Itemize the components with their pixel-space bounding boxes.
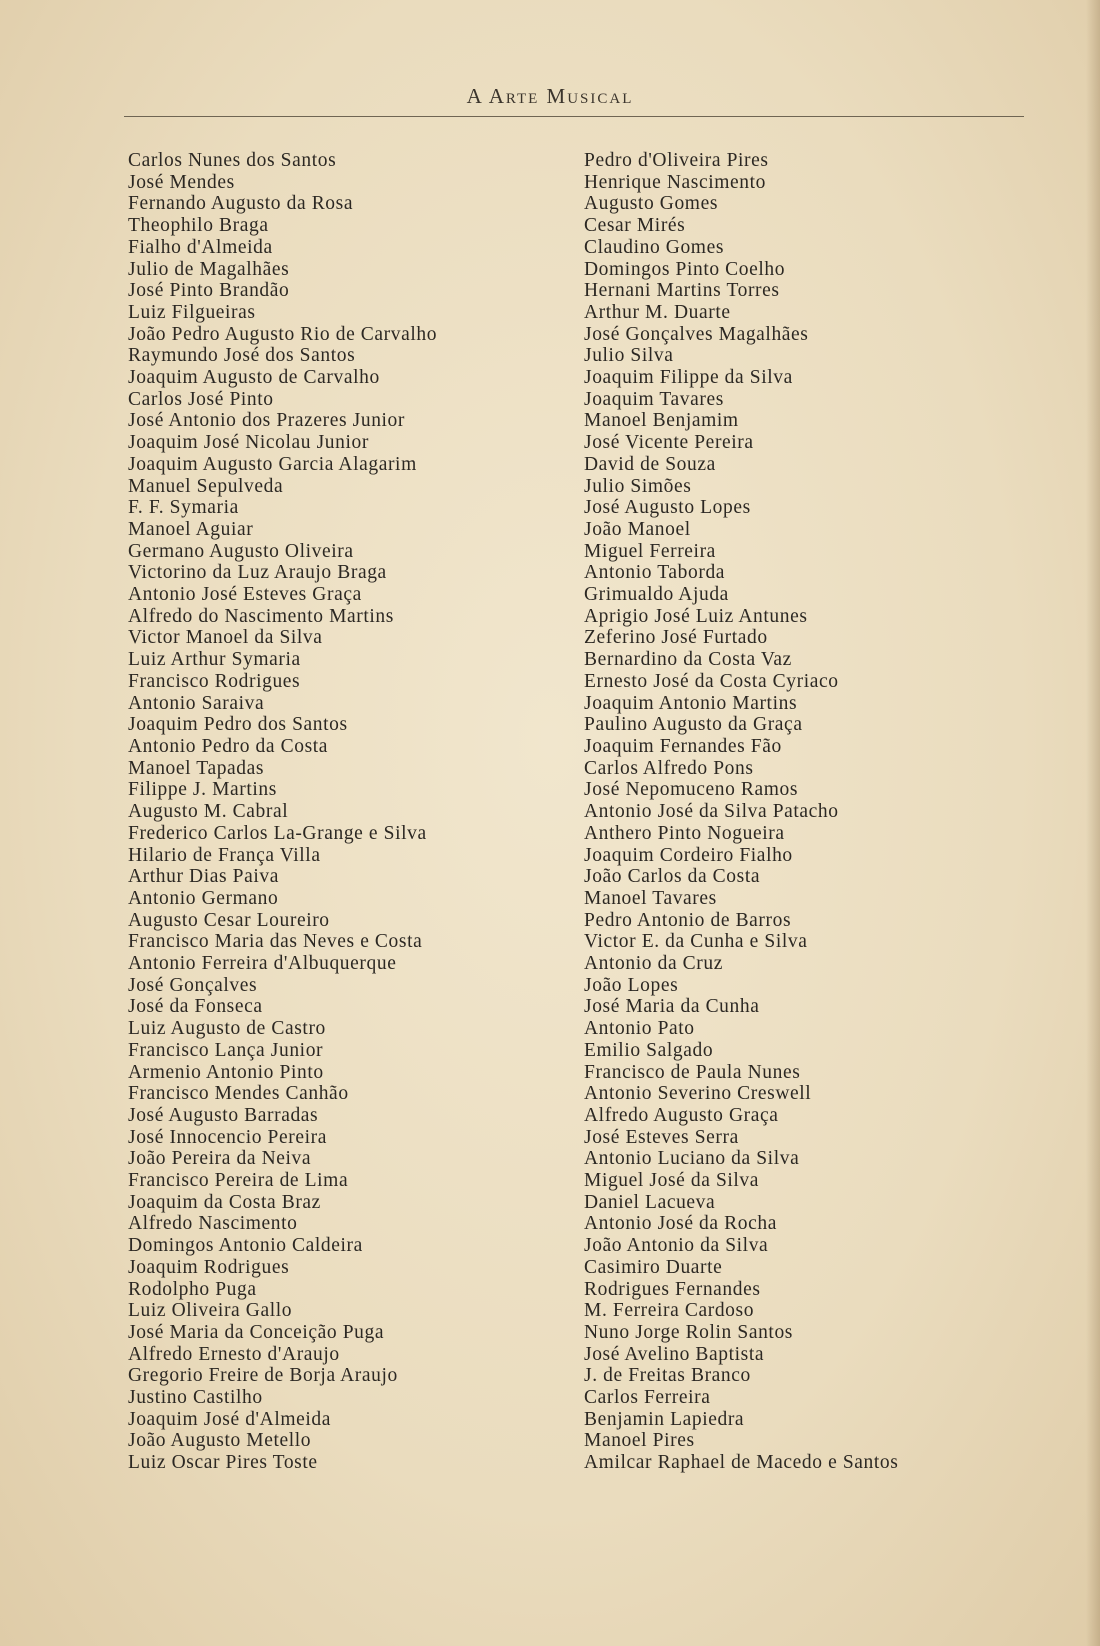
- name-entry: Domingos Pinto Coelho: [584, 258, 786, 280]
- name-entry: Pedro Antonio de Barros: [584, 909, 792, 931]
- name-entry: Carlos Nunes dos Santos: [128, 150, 337, 171]
- name-entry: Francisco Maria das Neves e Costa: [128, 931, 423, 953]
- name-entry: Antonio Severino Creswell: [584, 1083, 812, 1105]
- name-entry: Zeferino José Furtado: [584, 627, 768, 649]
- name-entry: J. de Freitas Branco: [584, 1365, 751, 1387]
- name-entry: Antonio Pedro da Costa: [128, 735, 329, 757]
- name-entry: Joaquim Augusto Garcia Alagarim: [128, 453, 417, 475]
- name-entry: Francisco Pereira de Lima: [128, 1170, 349, 1192]
- header-rule: [124, 116, 1024, 117]
- name-entry: Carlos Alfredo Pons: [584, 757, 754, 779]
- name-entry: Germano Augusto Oliveira: [128, 540, 354, 562]
- name-entry: Gregorio Freire de Borja Araujo: [128, 1365, 398, 1387]
- name-entry: João Pedro Augusto Rio de Carvalho: [128, 323, 438, 345]
- name-entry: Luiz Filgueiras: [128, 301, 256, 323]
- name-entry: Joaquim Filippe da Silva: [584, 367, 793, 389]
- name-entry: Joaquim Pedro dos Santos: [128, 714, 348, 736]
- name-entry: Manoel Tapadas: [128, 757, 265, 779]
- name-entry: Anthero Pinto Nogueira: [584, 822, 785, 844]
- name-entry: Alfredo do Nascimento Martins: [128, 605, 394, 627]
- name-entry: Paulino Augusto da Graça: [584, 714, 803, 736]
- name-entry: Alfredo Augusto Graça: [584, 1104, 779, 1126]
- name-entry: Alfredo Ernesto d'Araujo: [128, 1343, 340, 1365]
- name-entry: Alfredo Nascimento: [128, 1213, 298, 1235]
- name-entry: Arthur Dias Paiva: [128, 866, 280, 888]
- name-entry: Nuno Jorge Rolin Santos: [584, 1321, 793, 1343]
- name-entry: Joaquim Fernandes Fão: [584, 735, 782, 757]
- name-entry: Antonio Saraiva: [128, 692, 265, 714]
- name-entry: Frederico Carlos La-Grange e Silva: [128, 822, 427, 844]
- name-entry: João Augusto Metello: [128, 1430, 312, 1452]
- name-entry: Joaquim Augusto de Carvalho: [128, 367, 380, 389]
- name-entry: José Augusto Lopes: [584, 497, 751, 519]
- name-entry: Hernani Martins Torres: [584, 280, 780, 302]
- name-entry: Armenio Antonio Pinto: [128, 1061, 324, 1083]
- name-entry: Victor E. da Cunha e Silva: [584, 931, 808, 953]
- name-entry: Augusto Cesar Loureiro: [128, 909, 330, 931]
- name-entry: João Pereira da Neiva: [128, 1148, 312, 1170]
- name-entry: Luiz Arthur Symaria: [128, 649, 301, 671]
- name-entry: Antonio José da Rocha: [584, 1213, 777, 1235]
- name-entry: João Lopes: [584, 974, 679, 996]
- name-entry: Rodrigues Fernandes: [584, 1278, 761, 1300]
- name-entry: Julio Silva: [584, 345, 674, 367]
- names-column-left: [128, 150, 548, 1474]
- name-entry: Antonio Germano: [128, 887, 279, 909]
- name-entry: Cesar Mirés: [584, 215, 686, 237]
- name-entry: Joaquim Cordeiro Fialho: [584, 844, 793, 866]
- name-entry: José Mendes: [128, 171, 235, 193]
- name-entry: Aprigio José Luiz Antunes: [584, 605, 808, 627]
- name-entry: Carlos Ferreira: [584, 1387, 711, 1409]
- name-entry: David de Souza: [584, 453, 716, 475]
- name-entry: José Avelino Baptista: [584, 1343, 765, 1365]
- name-entry: Bernardino da Costa Vaz: [584, 649, 792, 671]
- name-entry: Emilio Salgado: [584, 1039, 714, 1061]
- name-entry: José Vicente Pereira: [584, 432, 754, 454]
- name-entry: Pedro d'Oliveira Pires: [584, 150, 769, 171]
- name-entry: Miguel José da Silva: [584, 1170, 760, 1192]
- name-entry: José Pinto Brandão: [128, 280, 290, 302]
- names-column-right: [584, 150, 984, 1474]
- name-entry: Francisco Mendes Canhão: [128, 1083, 349, 1105]
- name-entry: M. Ferreira Cardoso: [584, 1300, 755, 1322]
- name-entry: Antonio Ferreira d'Albuquerque: [128, 953, 397, 975]
- name-entry: Joaquim José Nicolau Junior: [128, 432, 369, 454]
- name-entry: José Esteves Serra: [584, 1126, 739, 1148]
- name-entry: Francisco de Paula Nunes: [584, 1061, 801, 1083]
- name-entry: Joaquim Rodrigues: [128, 1256, 290, 1278]
- name-entry: Antonio Pato: [584, 1018, 695, 1040]
- name-entry: Joaquim José d'Almeida: [128, 1408, 332, 1430]
- name-entry: José Gonçalves Magalhães: [584, 323, 809, 345]
- name-entry: Fernando Augusto da Rosa: [128, 193, 354, 215]
- name-entry: Benjamin Lapiedra: [584, 1408, 745, 1430]
- name-entry: Miguel Ferreira: [584, 540, 716, 562]
- name-entry: Antonio Luciano da Silva: [584, 1148, 800, 1170]
- name-entry: José Gonçalves: [128, 974, 258, 996]
- name-entry: João Manoel: [584, 518, 691, 540]
- name-entry: Casimiro Duarte: [584, 1256, 723, 1278]
- name-entry: João Antonio da Silva: [584, 1235, 769, 1257]
- name-entry: Theophilo Braga: [128, 215, 269, 237]
- name-entry: Hilario de França Villa: [128, 844, 321, 866]
- name-entry: Antonio José Esteves Graça: [128, 584, 362, 606]
- name-entry: Manoel Benjamim: [584, 410, 739, 432]
- name-entry: José da Fonseca: [128, 996, 263, 1018]
- name-entry: Rodolpho Puga: [128, 1278, 257, 1300]
- name-entry: Augusto Gomes: [584, 193, 719, 215]
- page-edge-shadow: [1086, 0, 1100, 1646]
- name-entry: Joaquim da Costa Braz: [128, 1191, 321, 1213]
- name-entry: Justino Castilho: [128, 1387, 263, 1409]
- name-entry: Grimualdo Ajuda: [584, 584, 729, 606]
- name-entry: Victor Manoel da Silva: [128, 627, 323, 649]
- name-entry: Augusto M. Cabral: [128, 801, 289, 823]
- name-entry: Francisco Rodrigues: [128, 670, 301, 692]
- name-entry: Joaquim Antonio Martins: [584, 692, 798, 714]
- name-entry: Manoel Aguiar: [128, 518, 254, 540]
- name-entry: Ernesto José da Costa Cyriaco: [584, 670, 839, 692]
- running-header: A Arte Musical: [466, 84, 634, 108]
- name-entry: Julio Simões: [584, 475, 692, 497]
- name-entry: Francisco Lança Junior: [128, 1039, 324, 1061]
- name-entry: João Carlos da Costa: [584, 866, 761, 888]
- name-entry: Daniel Lacueva: [584, 1191, 716, 1213]
- name-entry: Amilcar Raphael de Macedo e Santos: [584, 1452, 899, 1474]
- name-entry: Claudino Gomes: [584, 236, 725, 258]
- name-entry: José Augusto Barradas: [128, 1104, 319, 1126]
- name-entry: Fialho d'Almeida: [128, 236, 273, 258]
- name-entry: José Antonio dos Prazeres Junior: [128, 410, 406, 432]
- name-entry: Luiz Augusto de Castro: [128, 1018, 326, 1040]
- name-entry: Victorino da Luz Araujo Braga: [128, 562, 387, 584]
- name-entry: José Maria da Conceição Puga: [128, 1321, 385, 1343]
- name-entry: Luiz Oliveira Gallo: [128, 1300, 293, 1322]
- name-entry: Filippe J. Martins: [128, 779, 277, 801]
- name-entry: Manuel Sepulveda: [128, 475, 284, 497]
- name-entry: F. F. Symaria: [128, 497, 239, 519]
- name-entry: Julio de Magalhães: [128, 258, 290, 280]
- name-entry: Manoel Tavares: [584, 887, 717, 909]
- name-entry: Luiz Oscar Pires Toste: [128, 1452, 318, 1474]
- name-entry: Raymundo José dos Santos: [128, 345, 356, 367]
- name-entry: José Innocencio Pereira: [128, 1126, 327, 1148]
- name-entry: Domingos Antonio Caldeira: [128, 1235, 363, 1257]
- name-entry: Arthur M. Duarte: [584, 301, 731, 323]
- name-entry: Joaquim Tavares: [584, 388, 724, 410]
- name-entry: Antonio da Cruz: [584, 953, 723, 975]
- name-entry: Henrique Nascimento: [584, 171, 766, 193]
- name-entry: Antonio José da Silva Patacho: [584, 801, 839, 823]
- name-entry: Antonio Taborda: [584, 562, 726, 584]
- name-entry: Manoel Pires: [584, 1430, 695, 1452]
- name-entry: José Maria da Cunha: [584, 996, 760, 1018]
- name-entry: Carlos José Pinto: [128, 388, 274, 410]
- name-entry: José Nepomuceno Ramos: [584, 779, 799, 801]
